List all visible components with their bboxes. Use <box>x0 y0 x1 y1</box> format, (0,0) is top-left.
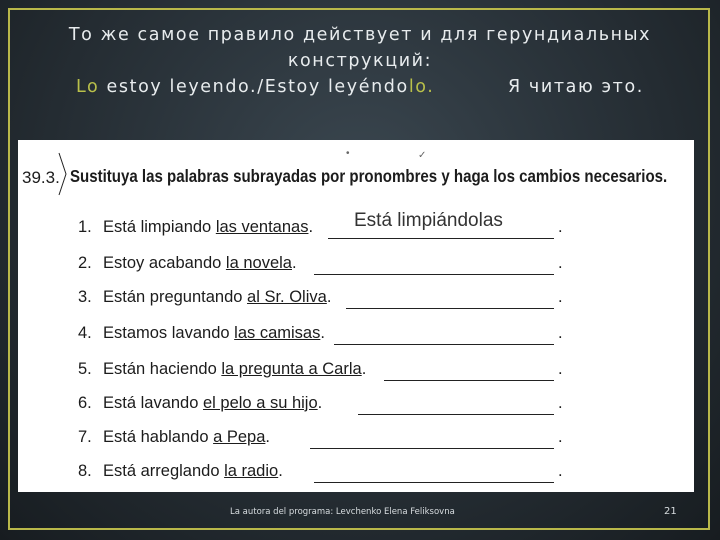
item-sentence <box>103 360 366 379</box>
footer-author: La autora del programa: Levchenko Elena Feliksovna <box>230 507 455 517</box>
answer-blank-line <box>314 274 554 275</box>
answer-blank-line <box>328 238 554 239</box>
pronoun-lo-suffix: lo. <box>408 77 435 97</box>
line-end-period: . <box>558 462 563 480</box>
bracket-mark <box>58 152 68 196</box>
sentence-verb: Está hablando <box>103 428 214 446</box>
item-number: 7. <box>78 428 92 446</box>
sentence-period: . <box>361 360 367 378</box>
page-number: 21 <box>664 506 677 517</box>
item-sentence <box>103 288 331 307</box>
underlined-object: el pelo a su hijo <box>202 394 318 412</box>
exercise-item <box>78 324 578 352</box>
header-line-3 <box>20 74 700 100</box>
item-sentence <box>103 428 270 447</box>
pronoun-lo-prefix: Lo <box>76 77 100 97</box>
answer-blank-line <box>384 380 554 381</box>
underlined-object: al Sr. Oliva <box>247 288 327 306</box>
sentence-period: . <box>320 324 325 342</box>
answer-blank-line <box>358 414 554 415</box>
answer-blank-line <box>314 482 554 483</box>
sentence-verb: Está limpiando <box>103 218 216 236</box>
item-number: 8. <box>78 462 92 480</box>
exercise-sheet <box>18 140 694 492</box>
underlined-object: la novela <box>225 254 292 272</box>
header-line-2: конструкций: <box>287 51 433 71</box>
underlined-object: a Pepa <box>213 428 266 446</box>
sentence-period: . <box>317 394 323 412</box>
sentence-period: . <box>308 218 314 236</box>
scribble-mark: ✓ <box>418 150 427 161</box>
sentence-verb: Están haciendo <box>103 360 222 378</box>
spanish-example-text: estoy leyendo./Estoy leyéndo <box>99 77 409 97</box>
item-sentence <box>103 254 297 273</box>
item-number: 3. <box>78 288 92 306</box>
sentence-verb: Están preguntando <box>103 288 248 306</box>
exercise-item <box>78 394 578 422</box>
exercise-item <box>78 360 578 388</box>
exercise-number: 39.3. <box>22 168 60 187</box>
item-sentence <box>103 394 322 413</box>
exercise-instruction: Sustituya las palabras subrayadas por pronombres y haga los cambios necesarios. <box>70 166 668 186</box>
scribble-mark: • <box>346 148 350 159</box>
item-sentence <box>103 324 325 343</box>
slide-header <box>20 22 700 100</box>
item-sentence <box>103 218 313 237</box>
underlined-object: las camisas <box>234 324 321 342</box>
sentence-verb: Está arreglando <box>103 462 225 480</box>
header-line-1: То же самое правило действует и для герундиальных <box>68 25 652 45</box>
line-end-period: . <box>558 360 563 378</box>
sentence-verb: Estoy acabando <box>103 254 226 272</box>
underlined-object: las ventanas <box>215 218 309 236</box>
exercise-item <box>78 210 578 246</box>
line-end-period: . <box>558 324 563 342</box>
sentence-period: . <box>326 288 332 306</box>
item-number: 5. <box>78 360 92 378</box>
spanish-example <box>76 74 434 100</box>
line-end-period: . <box>558 218 563 236</box>
item-number: 2. <box>78 254 92 272</box>
line-end-period: . <box>558 288 563 306</box>
answer-blank-line <box>310 448 554 449</box>
item-number: 1. <box>78 218 92 236</box>
sentence-period: . <box>291 254 297 272</box>
exercise-item <box>78 288 578 316</box>
underlined-object: la radio <box>224 462 279 480</box>
sentence-verb: Está lavando <box>103 394 203 412</box>
answer-blank-line <box>334 344 554 345</box>
exercise-item <box>78 428 578 456</box>
item-number: 4. <box>78 324 92 342</box>
exercise-item <box>78 462 578 490</box>
exercise-item <box>78 254 578 282</box>
line-end-period: . <box>558 254 563 272</box>
sentence-verb: Estamos lavando <box>103 324 235 342</box>
underlined-object: la pregunta a Carla <box>221 360 362 378</box>
handwritten-answer: Está limpiándolas <box>354 210 503 231</box>
sentence-period: . <box>265 428 270 446</box>
line-end-period: . <box>558 394 563 412</box>
item-number: 6. <box>78 394 92 412</box>
russian-translation: Я читаю это. <box>508 77 644 97</box>
line-end-period: . <box>558 428 563 446</box>
sentence-period: . <box>278 462 283 480</box>
item-sentence <box>103 462 283 481</box>
answer-blank-line <box>346 308 554 309</box>
